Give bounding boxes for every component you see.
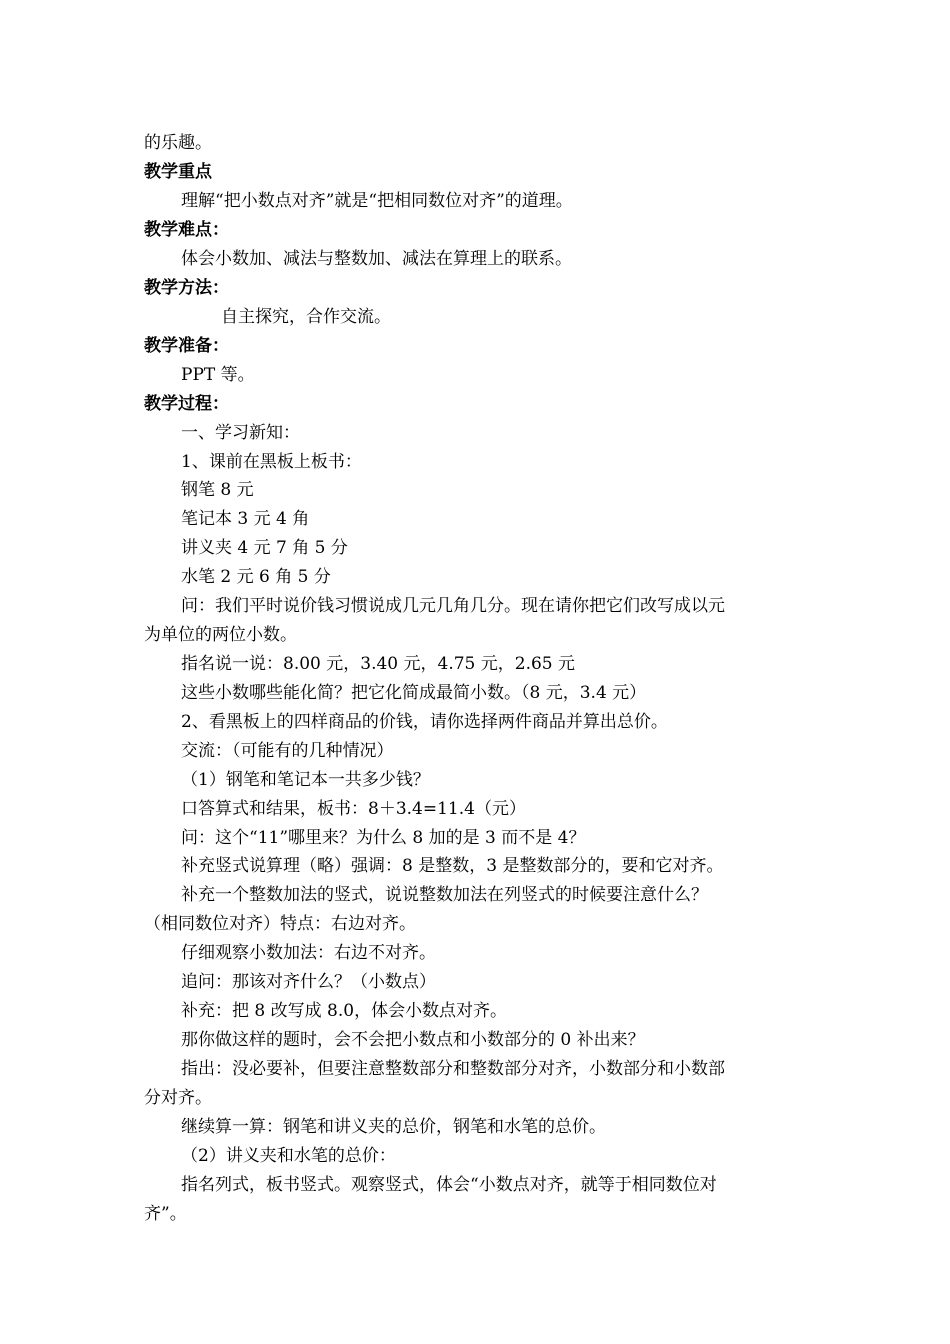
text-line: 理解“把小数点对齐”就是“把相同数位对齐”的道理。 (181, 191, 573, 211)
text-line: 仔细观察小数加法：右边不对齐。 (181, 943, 436, 963)
section-heading-preparation: 教学准备： (144, 336, 229, 356)
section-heading-methods: 教学方法： (144, 278, 229, 298)
text-line: 继续算一算：钢笔和讲义夹的总价，钢笔和水笔的总价。 (181, 1117, 606, 1137)
text-line: （1）钢笔和笔记本一共多少钱？ (181, 770, 430, 790)
section-heading-key-points: 教学重点 (144, 162, 212, 182)
text-line: 补充：把 8 改写成 8.0，体会小数点对齐。 (181, 1001, 508, 1021)
text-line: （2）讲义夹和水笔的总价： (181, 1146, 396, 1166)
text-line: 分对齐。 (144, 1088, 212, 1108)
text-line: 问：我们平时说价钱习惯说成几元几角几分。现在请你把它们改写成以元 (181, 596, 725, 616)
text-line: PPT 等。 (181, 365, 255, 385)
text-line: 钢笔 8 元 (181, 480, 254, 500)
text-line: 指名说一说：8.00 元，3.40 元，4.75 元，2.65 元 (181, 654, 576, 674)
text-line: 追问：那该对齐什么？（小数点） (181, 972, 436, 992)
text-line: 指出：没必要补，但要注意整数部分和整数部分对齐，小数部分和小数部 (181, 1059, 725, 1079)
text-line: 的乐趣。 (144, 133, 212, 153)
text-line: 齐”。 (144, 1204, 187, 1224)
text-line: 一、学习新知： (181, 423, 300, 443)
text-line: 1、课前在黑板上板书： (181, 452, 362, 472)
text-line: （相同数位对齐）特点：右边对齐。 (144, 914, 416, 934)
section-heading-difficulties: 教学难点： (144, 220, 229, 240)
text-line: 笔记本 3 元 4 角 (181, 509, 310, 529)
text-line: 那你做这样的题时，会不会把小数点和小数部分的 0 补出来？ (181, 1030, 645, 1050)
text-line: 讲义夹 4 元 7 角 5 分 (181, 538, 348, 558)
text-line: 为单位的两位小数。 (144, 625, 297, 645)
text-line: 水笔 2 元 6 角 5 分 (181, 567, 331, 587)
text-line: 体会小数加、减法与整数加、减法在算理上的联系。 (181, 249, 572, 269)
text-line: 补充竖式说算理（略）强调：8 是整数，3 是整数部分的，要和它对齐。 (181, 856, 724, 876)
text-line: 补充一个整数加法的竖式，说说整数加法在列竖式的时候要注意什么？ (181, 885, 708, 905)
text-line: 自主探究，合作交流。 (221, 307, 391, 327)
text-line: 指名列式，板书竖式。观察竖式，体会“小数点对齐，就等于相同数位对 (181, 1175, 717, 1195)
section-heading-process: 教学过程： (144, 394, 229, 414)
text-line: 这些小数哪些能化简？把它化简成最简小数。（8 元，3.4 元） (181, 683, 647, 703)
text-line: 问：这个“11”哪里来？为什么 8 加的是 3 而不是 4？ (181, 828, 586, 848)
text-line: 口答算式和结果，板书：8＋3.4=11.4（元） (181, 799, 526, 819)
text-line: 2、看黑板上的四样商品的价钱，请你选择两件商品并算出总价。 (181, 712, 668, 732)
text-line: 交流：（可能有的几种情况） (181, 741, 394, 761)
